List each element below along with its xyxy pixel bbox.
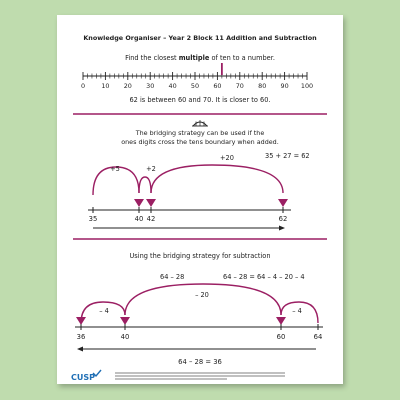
point-label-64: 64 bbox=[313, 333, 323, 341]
sheet-canvas bbox=[57, 15, 343, 384]
point-label-42: 42 bbox=[146, 215, 156, 223]
section2-equation: 35 + 27 = 62 bbox=[265, 152, 310, 160]
jump-label-minus4-left: – 4 bbox=[99, 307, 109, 315]
arrow-marker-40b bbox=[120, 317, 130, 325]
section3-heading: Using the bridging strategy for subtraction bbox=[129, 252, 271, 260]
cusp-logo bbox=[71, 370, 101, 382]
section2-line2: ones digits cross the tens boundary when added. bbox=[121, 138, 279, 146]
number-line-0-100 bbox=[81, 63, 313, 90]
page-title: Knowledge Organiser – Year 2 Block 11 Addition and Subtraction bbox=[83, 34, 317, 42]
tick-label-80: 80 bbox=[258, 82, 267, 90]
point-label-35: 35 bbox=[88, 215, 98, 223]
arrow-marker-62 bbox=[278, 199, 288, 207]
point-label-60: 60 bbox=[276, 333, 286, 341]
tick-label-30: 30 bbox=[146, 82, 155, 90]
jump-label-minus20: – 20 bbox=[195, 291, 209, 299]
jump-label-plus5: +5 bbox=[110, 165, 120, 173]
jump-arc-plus2 bbox=[139, 177, 151, 193]
footer-fineprint bbox=[115, 373, 285, 379]
point-label-40: 40 bbox=[134, 215, 144, 223]
point-label-36: 36 bbox=[76, 333, 86, 341]
section3-equation-left: 64 – 28 bbox=[160, 273, 185, 281]
tick-label-90: 90 bbox=[280, 82, 289, 90]
subtraction-bridging-number-line bbox=[75, 284, 323, 352]
tick-label-60: 60 bbox=[213, 82, 222, 90]
jump-label-plus2: +2 bbox=[146, 165, 156, 173]
arrow-marker-40 bbox=[134, 199, 144, 207]
tick-label-0: 0 bbox=[80, 82, 86, 90]
section1-instruction: Find the closest multiple of ten to a number. bbox=[125, 54, 275, 62]
jump-arc-minus20 bbox=[125, 284, 281, 315]
tick-label-20: 20 bbox=[123, 82, 132, 90]
point-label-62: 62 bbox=[278, 215, 288, 223]
jump-label-minus4-right: – 4 bbox=[292, 307, 302, 315]
tick-label-100: 100 bbox=[300, 82, 314, 90]
bridge-icon bbox=[192, 120, 208, 126]
knowledge-organiser-sheet bbox=[57, 15, 343, 384]
svg-text:CUSP: CUSP bbox=[71, 373, 95, 382]
section3-answer: 64 – 28 = 36 bbox=[178, 358, 222, 366]
arrow-marker-42 bbox=[146, 199, 156, 207]
tick-label-40: 40 bbox=[168, 82, 177, 90]
jump-label-plus20: +20 bbox=[220, 154, 234, 162]
tick-label-50: 50 bbox=[190, 82, 200, 90]
section1-result: 62 is between 60 and 70. It is closer to 60. bbox=[129, 96, 271, 104]
arrow-marker-60 bbox=[276, 317, 286, 325]
arrow-marker-36 bbox=[76, 317, 86, 325]
tick-label-70: 70 bbox=[235, 82, 244, 90]
section3-equation-right: 64 – 28 = 64 – 4 – 20 – 4 bbox=[223, 273, 305, 281]
section2-line1: The bridging strategy can be used if the bbox=[135, 129, 265, 137]
point-label-40: 40 bbox=[120, 333, 130, 341]
addition-bridging-number-line bbox=[88, 154, 291, 231]
tick-label-10: 10 bbox=[101, 82, 110, 90]
jump-arc-plus20 bbox=[151, 165, 283, 193]
